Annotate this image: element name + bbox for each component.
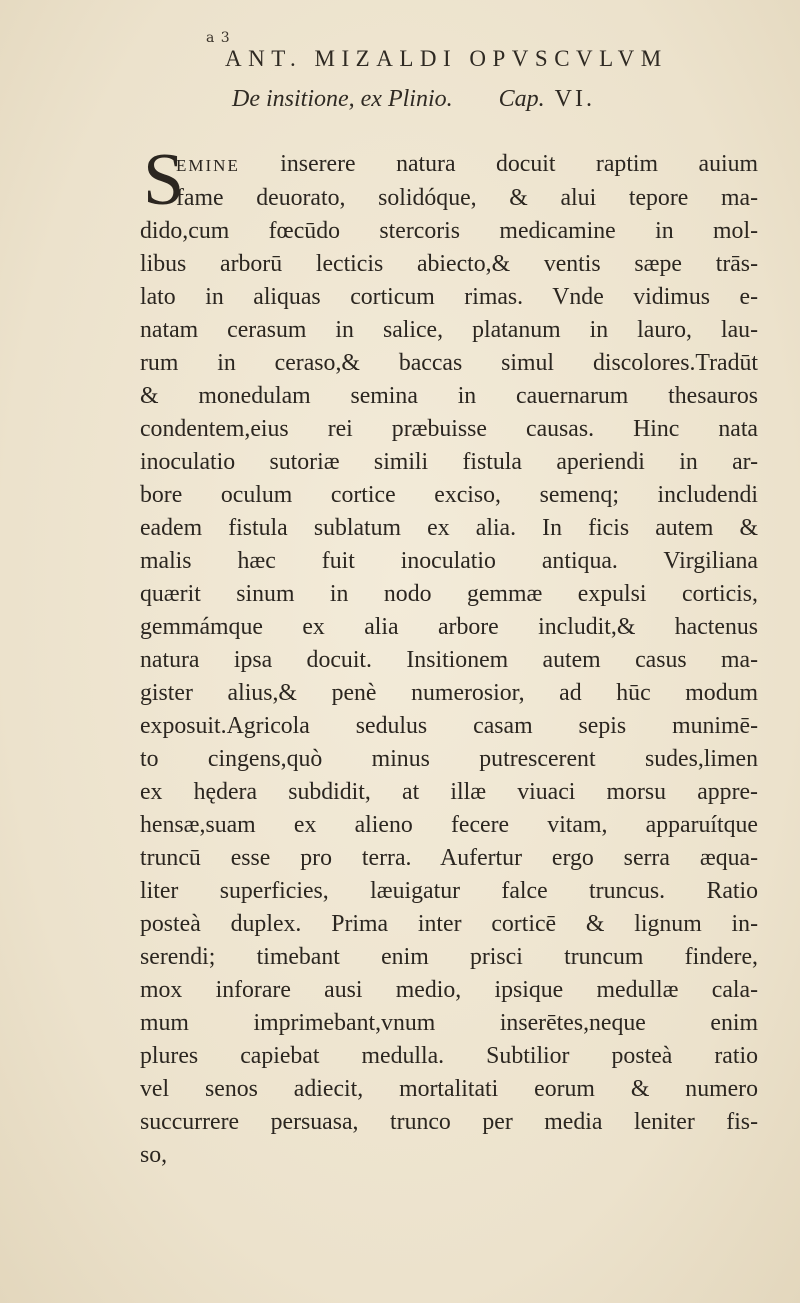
text-line: succurrere persuasa, trunco per media leniter fis- bbox=[140, 1109, 758, 1135]
text-line: serendi; timebant enim prisci truncum findere, bbox=[140, 944, 758, 970]
text-line: rum in ceraso,& baccas simul discolores.Tradūt bbox=[140, 350, 758, 376]
drop-cap-initial: S bbox=[143, 139, 185, 221]
text-line: quærit sinum in nodo gemmæ expulsi corticis, bbox=[140, 581, 758, 607]
chapter-title bbox=[232, 86, 595, 113]
text-line: & monedulam semina in cauernarum thesauros bbox=[140, 383, 758, 409]
text-line: truncū esse pro terra. Aufertur ergo serra æqua- bbox=[140, 845, 758, 871]
text-line: libus arborū lecticis abiecto,& ventis sæpe trās- bbox=[140, 251, 758, 277]
text-line: mox inforare ausi medio, ipsique medullæ cala- bbox=[140, 977, 758, 1003]
text-line: plures capiebat medulla. Subtilior posteà ratio bbox=[140, 1043, 758, 1069]
first-word-smallcaps: EMINE bbox=[176, 156, 240, 175]
signature-mark: a 3 bbox=[206, 30, 231, 46]
text-line: dido,cum fœcūdo stercoris medicamine in mol- bbox=[140, 218, 758, 244]
text-line: liter superficies, læuigatur falce truncus. Ratio bbox=[140, 878, 758, 904]
running-head: ANT. MIZALDI OPVSCVLVM bbox=[225, 46, 668, 71]
chapter-cap-label: Cap. bbox=[498, 86, 545, 112]
text-line: hensæ,suam ex alieno fecere vitam, apparuítque bbox=[140, 812, 758, 838]
text-line: ex hędera subdidit, at illæ viuaci morsu appre- bbox=[140, 779, 758, 805]
text-line: vel senos adiecit, mortalitati eorum & numero bbox=[140, 1076, 758, 1102]
text-line: fame deuorato, solidóque, & alui tepore ma- bbox=[176, 185, 758, 211]
text-line: bore oculum cortice exciso, semenq; includendi bbox=[140, 482, 758, 508]
text-line: inoculatio sutoriæ simili fistula aperiendi in ar- bbox=[140, 449, 758, 475]
text-line: mum imprimebant,vnum inserētes,neque enim bbox=[140, 1010, 758, 1036]
text-line: lato in aliquas corticum rimas. Vnde vidimus e- bbox=[140, 284, 758, 310]
text-line: to cingens,quò minus putrescerent sudes,limen bbox=[140, 746, 758, 772]
text-line: gister alius,& penè numerosior, ad hūc modum bbox=[140, 680, 758, 706]
text-line: eadem fistula sublatum ex alia. In ficis autem & bbox=[140, 515, 758, 541]
text-line: malis hæc fuit inoculatio antiqua. Virgiliana bbox=[140, 548, 758, 574]
text-line: exposuit.Agricola sedulus casam sepis munimē- bbox=[140, 713, 758, 739]
text-line: posteà duplex. Prima inter corticē & lignum in- bbox=[140, 911, 758, 937]
chapter-title-text: De insitione, ex Plinio. bbox=[232, 86, 453, 112]
text-line: natura ipsa docuit. Insitionem autem casus ma- bbox=[140, 647, 758, 673]
body-text bbox=[140, 148, 758, 1172]
chapter-number: VI. bbox=[554, 86, 595, 112]
text-line: condentem,eius rei præbuisse causas. Hinc nata bbox=[140, 416, 758, 442]
text-line: natam cerasum in salice, platanum in lauro, lau- bbox=[140, 317, 758, 343]
catchword: so, bbox=[140, 1142, 168, 1168]
text-line: gemmámque ex alia arbore includit,& hactenus bbox=[140, 614, 758, 640]
text-line: EMINE inserere natura docuit raptim auium bbox=[176, 151, 758, 177]
